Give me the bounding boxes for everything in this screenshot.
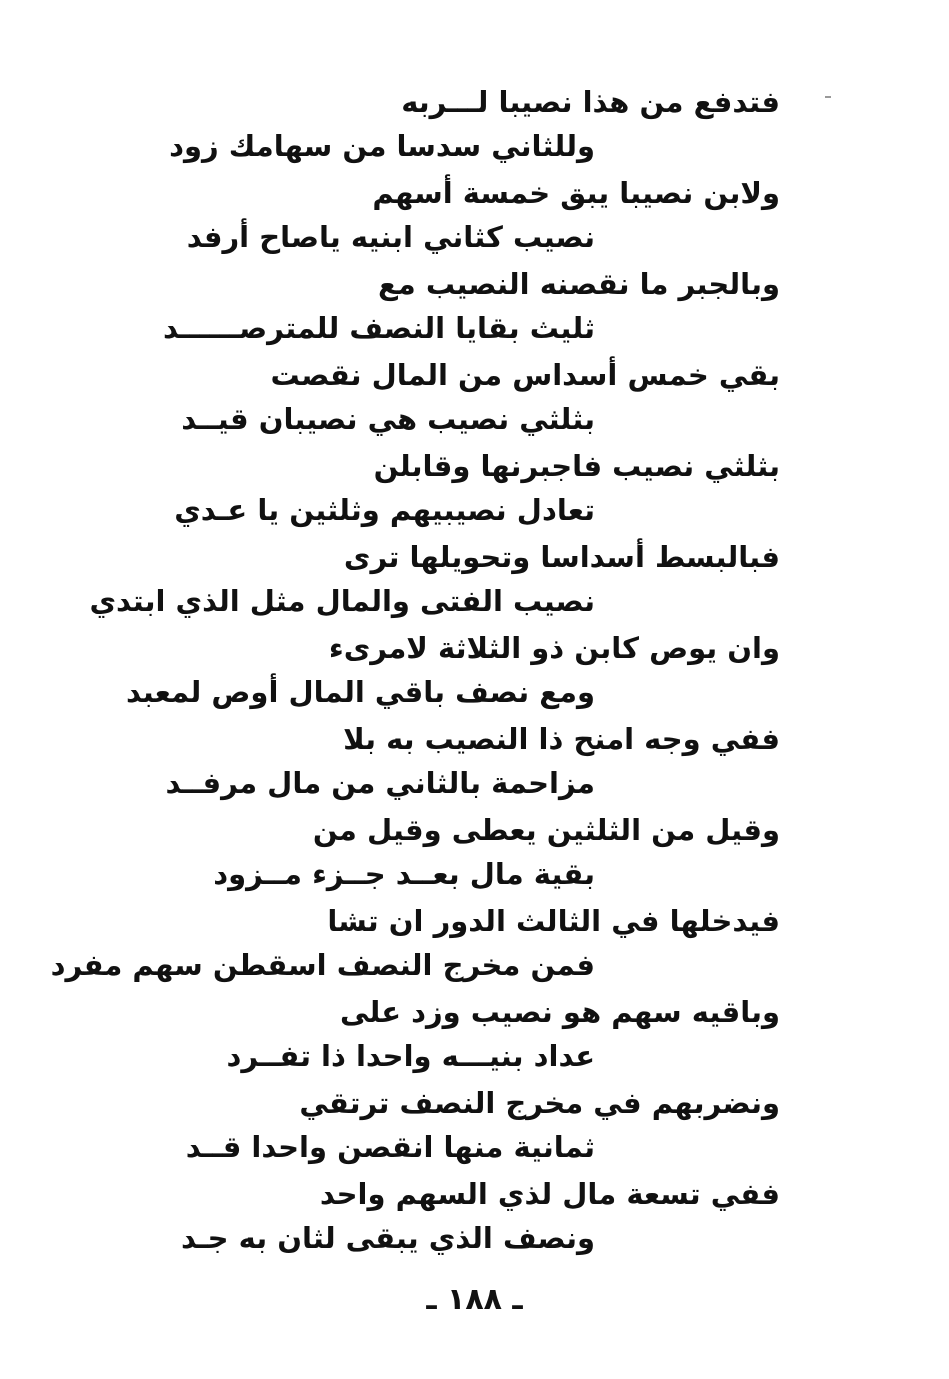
verse-second-hemistich: فمن مخرج النصف اسقطن سهم مفرد	[50, 948, 595, 982]
verse-second-hemistich: مزاحمة بالثاني من مال مرفــد	[165, 766, 595, 800]
verse	[150, 351, 790, 442]
verse	[150, 78, 790, 169]
verse-first-hemistich: بقي خمس أسداس من المال نقصت	[270, 358, 780, 392]
verse	[150, 715, 790, 806]
verse	[150, 1170, 790, 1261]
page-number: ـ ١٨٨ ـ	[426, 1282, 523, 1317]
verse	[89, 533, 790, 624]
verse-second-hemistich: ثمانية منها انقصن واحدا قــد	[185, 1130, 595, 1164]
verse-first-hemistich: ففي وجه امنح ذا النصيب به بلا	[343, 722, 780, 756]
verse	[150, 169, 790, 260]
verse	[150, 442, 790, 533]
scan-mark	[825, 96, 831, 98]
verse-first-hemistich: وقيل من الثلثين يعطى وقيل من	[312, 813, 780, 847]
verse-first-hemistich: ولابن نصيبا يبق خمسة أسهم	[372, 176, 780, 210]
verse	[150, 1079, 790, 1170]
verse	[150, 260, 790, 351]
verse-first-hemistich: بثلثي نصيب فاجبرنها وقابلن	[373, 449, 780, 483]
verse-second-hemistich: ومع نصف باقي المال أوص لمعبد	[126, 675, 595, 709]
verse-second-hemistich: عداد بنيـــه واحدا ذا تفــرد	[226, 1039, 595, 1073]
verse-second-hemistich: ثليث بقايا النصف للمترصــــــد	[162, 311, 595, 345]
verse-first-hemistich: فبالبسط أسداسا وتحويلها ترى	[343, 540, 780, 574]
verse-second-hemistich: تعادل نصيبيهم وثلثين يا عـدي	[174, 493, 595, 527]
verse-first-hemistich: فتدفع من هذا نصيبا لـــربه	[401, 85, 780, 119]
poem-verses	[50, 78, 790, 1261]
verse	[150, 988, 790, 1079]
verse-first-hemistich: فيدخلها في الثالث الدور ان تشا	[327, 904, 780, 938]
verse-second-hemistich: بثلثي نصيب هي نصيبان قيــد	[181, 402, 595, 436]
verse-first-hemistich: ففي تسعة مال لذي السهم واحد	[319, 1177, 780, 1211]
verse-first-hemistich: ونضربهم في مخرج النصف ترتقي	[299, 1086, 780, 1120]
verse-second-hemistich: نصيب الفتى والمال مثل الذي ابتدي	[89, 584, 595, 618]
verse	[126, 624, 790, 715]
verse-second-hemistich: بقية مال بعــد جــزء مــزود	[213, 857, 595, 891]
verse	[150, 806, 790, 897]
verse-first-hemistich: وباقيه سهم هو نصيب وزد على	[340, 995, 780, 1029]
verse-second-hemistich: نصيب كثاني ابنيه ياصاح أرفد	[186, 220, 595, 254]
verse-second-hemistich: وللثاني سدسا من سهامك زود	[169, 129, 595, 163]
verse	[50, 897, 790, 988]
verse-first-hemistich: وان يوص كابن ذو الثلاثة لامرىء	[328, 631, 780, 665]
verse-second-hemistich: ونصف الذي يبقى لثان به جـد	[180, 1221, 595, 1255]
verse-first-hemistich: وبالجبر ما نقصنه النصيب مع	[377, 267, 780, 301]
